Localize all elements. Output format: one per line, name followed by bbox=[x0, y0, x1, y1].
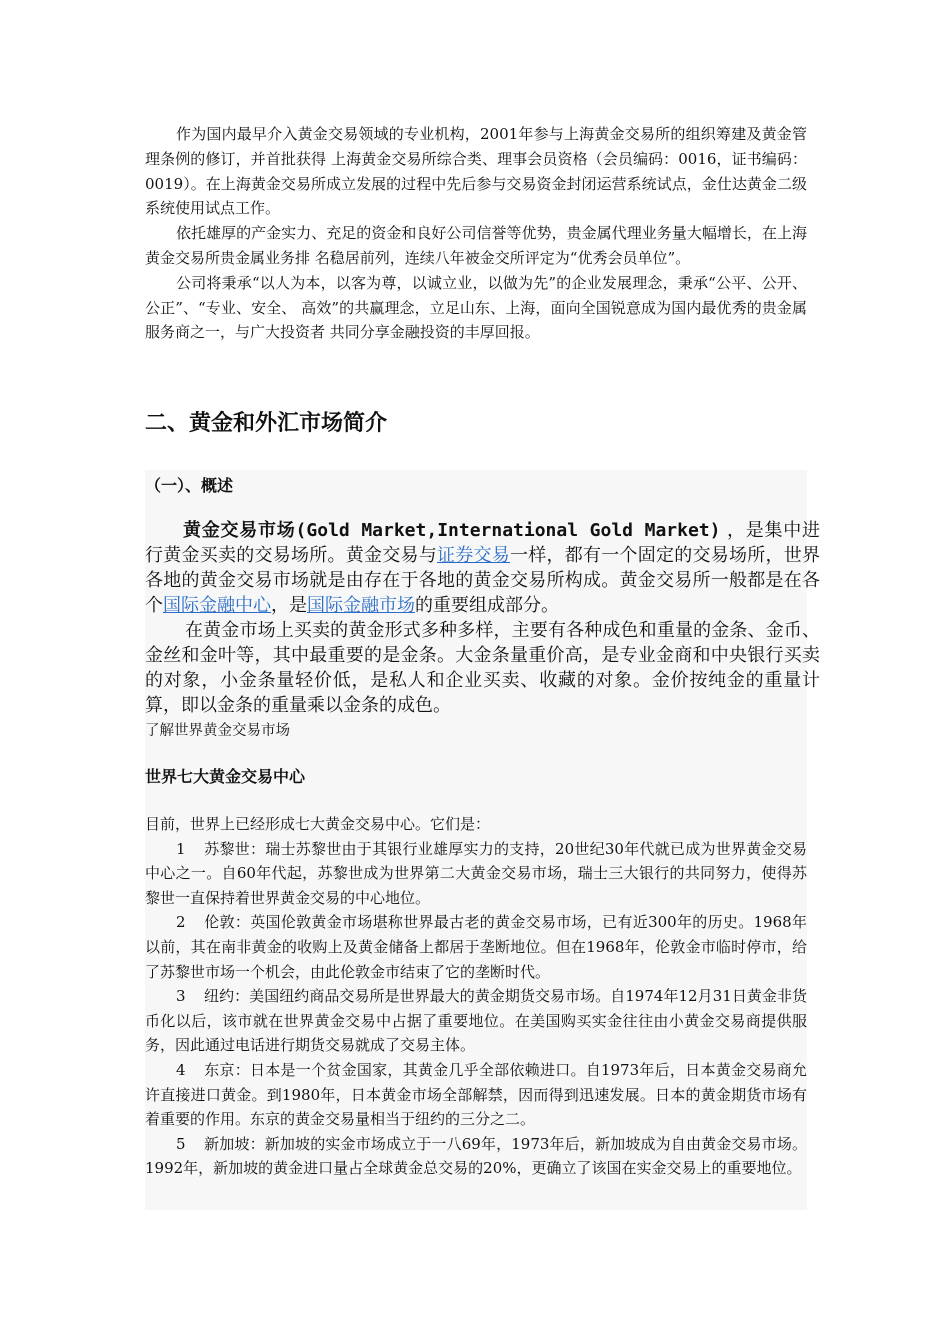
center-text: 伦敦：英国伦敦黄金市场堪称世界最古老的黄金交易市场，已有近300年的历史。1968年以前，其在南非黄金的收购上及黄金储备上都居于垄断地位。但在1968年，伦敦金市临时停市，给了苏黎世市场一个机会，由此伦敦金市结束了它的垄断时代。 bbox=[145, 913, 807, 981]
overview-text-3: ，是 bbox=[271, 595, 307, 616]
overview-paragraph-1 bbox=[145, 518, 820, 618]
center-number: 1 bbox=[176, 839, 186, 858]
gold-market-term: 黄金交易市场(Gold Market,International Gold Market) bbox=[183, 520, 721, 541]
center-text: 纽约：美国纽约商品交易所是世界最大的黄金期货交易市场。自1974年12月31日黄金非货币化以后，该市就在世界黄金交易中占据了重要地位。在美国购买实金往往由小黄金交易商提供服务，因此通过电话进行期货交易就成了交易主体。 bbox=[145, 987, 807, 1055]
financial-market-link[interactable]: 国际金融市场 bbox=[307, 595, 415, 616]
overview-paragraph-2: 在黄金市场上买卖的黄金形式多种多样，主要有各种成色和重量的金条、金币、金丝和金叶等，其中最重要的是金条。大金条量重价高，是专业金商和中央银行买卖的对象，小金条量轻价低，是私人和企业买卖、收藏的对象。金价按纯金的重量计算，即以金条的重量乘以金条的成色。 bbox=[145, 620, 820, 716]
overview-text-4: 的重要组成部分。 bbox=[415, 595, 559, 616]
centers-list bbox=[145, 812, 807, 1181]
center-text: 苏黎世：瑞士苏黎世由于其银行业雄厚实力的支持，20世纪30年代就已成为世界黄金交易中心之一。自60年代起，苏黎世成为世界第二大黄金交易市场，瑞士三大银行的共同努力，使得苏黎世一直保持着世界黄金交易的中心地位。 bbox=[145, 839, 807, 907]
center-text: 新加坡：新加坡的实金市场成立于一八69年，1973年后，新加坡成为自由黄金交易市场。1992年，新加坡的黄金进口量占全球黄金总交易的20%，更确立了该国在实金交易上的重要地位。 bbox=[145, 1134, 807, 1178]
center-number: 5 bbox=[176, 1134, 186, 1153]
securities-trading-link[interactable]: 证券交易 bbox=[437, 545, 510, 566]
overview-text bbox=[145, 518, 820, 718]
overview-text-2: 一样，都有一个固定的交易场所，世界各地的黄金交易市场就是由存在于各地的黄金交易所构成。黄金交易所一般都是在各个 bbox=[145, 545, 820, 616]
center-item-newyork bbox=[145, 984, 807, 1058]
center-number: 4 bbox=[176, 1060, 186, 1079]
center-number: 3 bbox=[176, 987, 186, 1006]
financial-center-link[interactable]: 国际金融中心 bbox=[163, 595, 271, 616]
center-number: 2 bbox=[176, 913, 186, 932]
center-item-singapore bbox=[145, 1132, 807, 1181]
centers-heading: 世界七大黄金交易中心 bbox=[145, 767, 306, 786]
company-intro bbox=[145, 122, 807, 345]
intro-paragraph-2: 依托雄厚的产金实力、充足的资金和良好公司信誉等优势，贵金属代理业务量大幅增长，在上海黄金交易所贵金属业务排 名稳居前列，连续八年被金交所评定为“优秀会员单位”。 bbox=[145, 224, 807, 267]
section-heading: 二、黄金和外汇市场简介 bbox=[145, 411, 388, 436]
intro-paragraph-1: 作为国内最早介入黄金交易领域的专业机构，2001年参与上海黄金交易所的组织筹建及黄金管理条例的修订，并首批获得 上海黄金交易所综合类、理事会员资格（会员编码：0016，证书编码：0019）。在上海黄金交易所成立发展的过程中先后参与交易资金封闭运营系统试点，金仕达黄金二级系统使用试点工作。 bbox=[145, 125, 807, 218]
intro-paragraph-3: 公司将秉承“以人为本，以客为尊，以诚立业，以做为先”的企业发展理念，秉承“公平、公开、公正”、“专业、安全、 高效”的共赢理念，立足山东、上海，面向全国锐意成为国内最优秀的贵金属服务商之一，与广大投资者 共同分享金融投资的丰厚回报。 bbox=[145, 273, 807, 342]
overview-text-1: ，是集中进行黄金买卖的交易场所。黄金交易与 bbox=[145, 520, 821, 566]
overview-heading: （一）、概述 bbox=[145, 476, 234, 495]
center-item-london bbox=[145, 910, 807, 984]
centers-intro: 目前，世界上已经形成七大黄金交易中心。它们是： bbox=[145, 815, 491, 833]
learn-world-market-text: 了解世界黄金交易市场 bbox=[145, 723, 290, 739]
center-item-tokyo bbox=[145, 1058, 807, 1132]
center-item-zurich bbox=[145, 837, 807, 911]
center-text: 东京：日本是一个贫金国家，其黄金几乎全部依赖进口。自1973年后，日本黄金交易商允许直接进口黄金。到1980年，日本黄金市场全部解禁，因而得到迅速发展。日本的黄金期货市场有着重要的作用。东京的黄金交易量相当于纽约的三分之二。 bbox=[145, 1060, 807, 1129]
